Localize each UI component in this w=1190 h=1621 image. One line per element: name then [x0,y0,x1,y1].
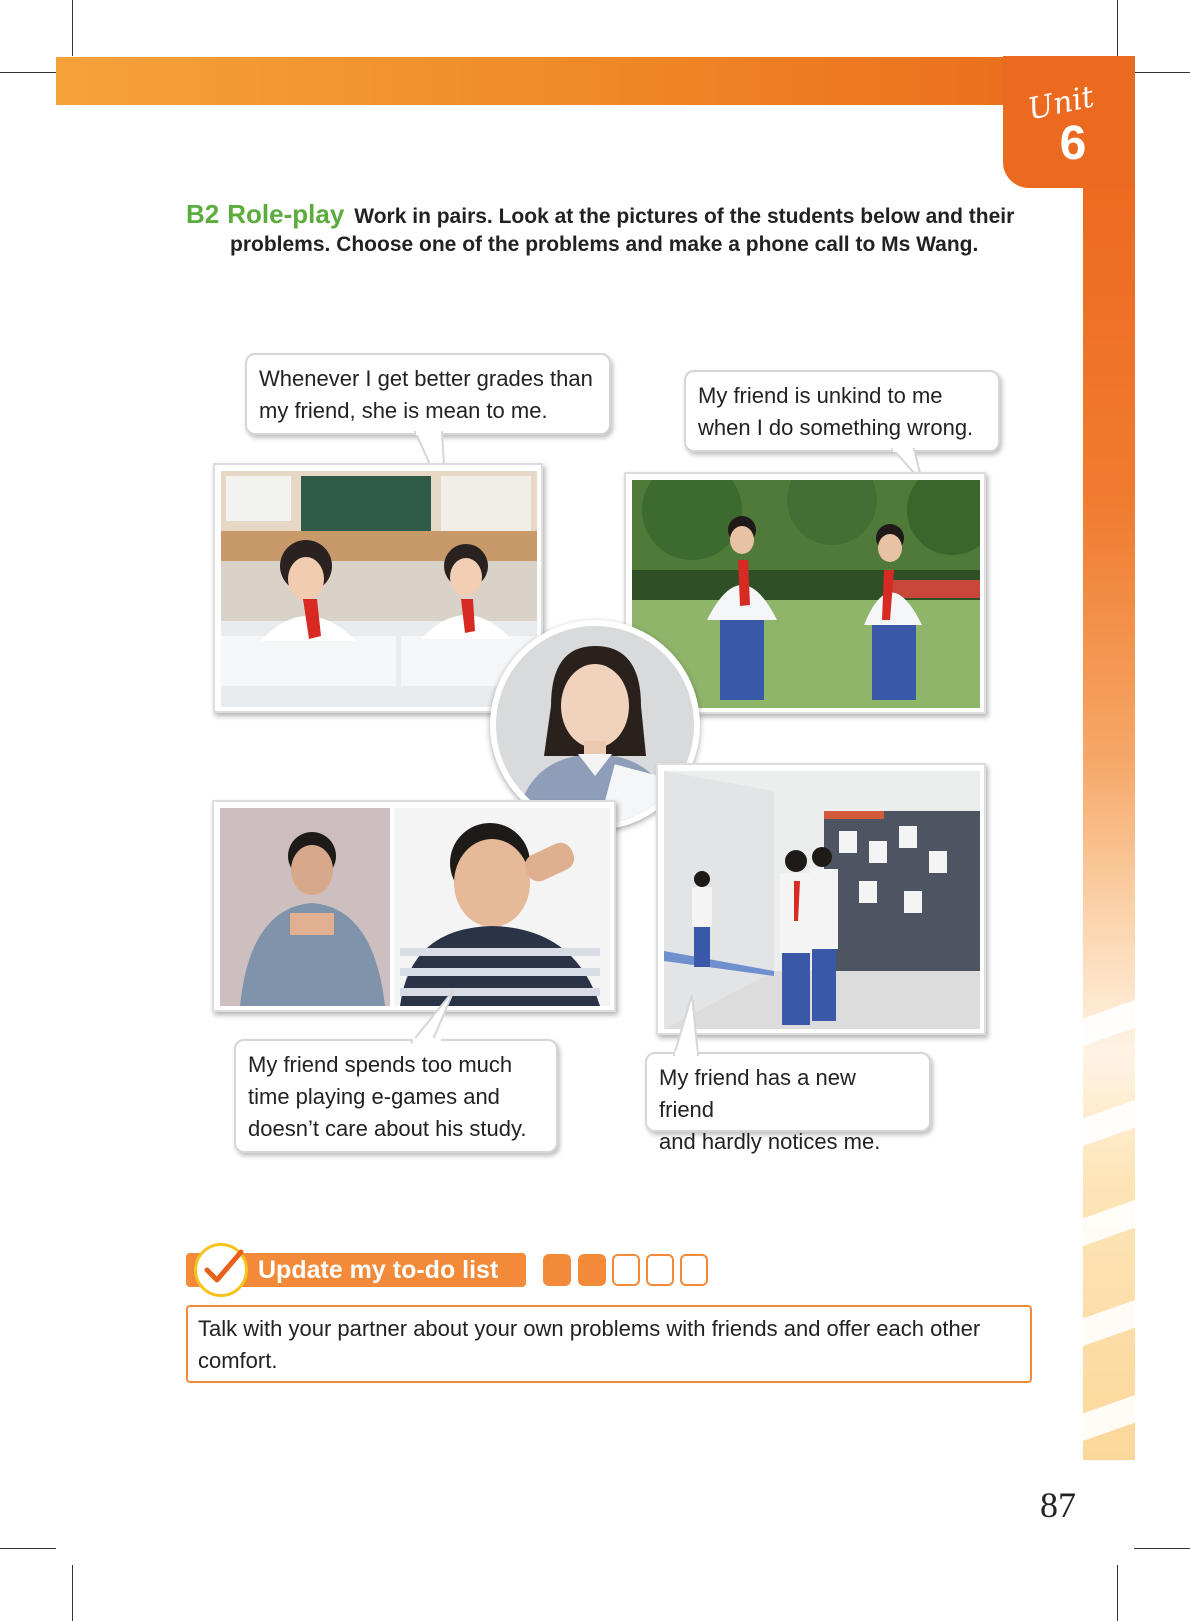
crop-mark [1134,72,1190,73]
header-bar [56,57,1096,105]
speech-bubble [234,1039,558,1153]
checkmark-badge [194,1243,248,1297]
bubble-tail [668,995,708,1057]
bubble-line: Whenever I get better grades than [259,366,593,391]
progress-box-done [578,1254,606,1286]
progress-box-empty [646,1254,674,1286]
bubble-tail [410,990,460,1044]
instruction [186,200,1046,259]
crop-mark [1117,1565,1118,1621]
crop-mark [72,0,73,56]
speech-bubble [684,370,1000,452]
bubble-line: My friend spends too much [248,1052,513,1077]
todo-title: Update my to-do list [258,1256,499,1284]
bubble-line: time playing e-games and [248,1084,500,1109]
bubble-line: My friend is unkind to me [698,383,943,408]
crop-mark [1134,1548,1190,1549]
progress-box-done [543,1254,571,1286]
todo-text-line: Talk with your partner about your own problems with friends and offer each other [198,1316,981,1341]
progress-box-empty [680,1254,708,1286]
bubble-line: doesn’t care about his study. [248,1116,527,1141]
photo-boys-games [212,800,616,1012]
crop-mark [0,72,56,73]
checkmark-icon [197,1246,245,1294]
speech-bubble [645,1052,931,1154]
bubble-line: my friend, she is mean to me. [259,398,548,423]
speech-bubble [245,353,611,435]
instruction-line1: Work in pairs. Look at the pictures of the students below and their [354,205,1015,228]
crop-mark [1117,0,1118,56]
boys-image [220,808,610,1006]
unit-tab [1003,56,1135,188]
progress-box-empty [612,1254,640,1286]
side-strip [1083,188,1135,1460]
photo-classroom [213,463,543,713]
todo-text-line: comfort. [198,1348,278,1373]
exercise-title: Role-play [227,199,345,229]
corridor-image [664,771,980,1029]
bubble-line: when I do something wrong. [698,415,974,440]
page-number: 87 [1040,1485,1076,1525]
unit-number: 6 [1059,117,1087,170]
bubble-line: and hardly notices me. [659,1129,881,1154]
crop-mark [0,1548,56,1549]
exercise-code: B2 [186,199,220,229]
classroom-image [221,471,537,707]
bubble-line: My friend has a new friend [659,1065,856,1122]
unit-word: Unit [1024,79,1098,128]
todo-text-box [186,1305,1032,1383]
instruction-line2: problems. Choose one of the problems and make a phone call to Ms Wang. [230,233,979,256]
crop-mark [72,1565,73,1621]
